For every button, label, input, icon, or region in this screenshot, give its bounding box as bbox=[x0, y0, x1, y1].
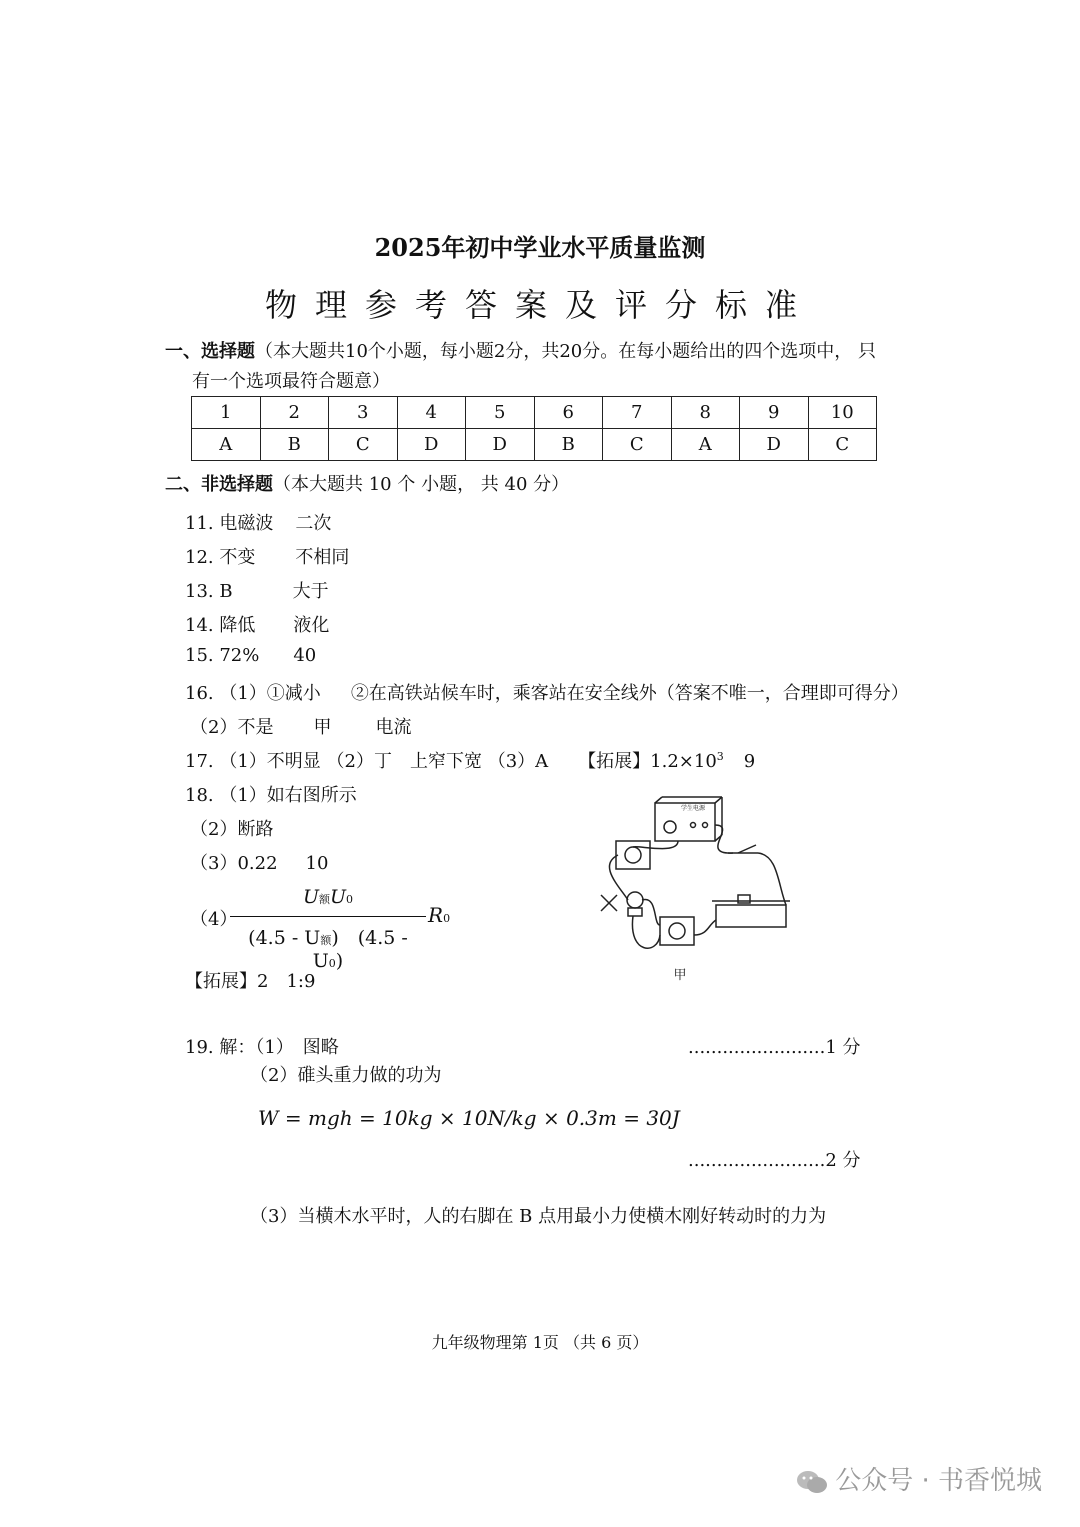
question-number: 6 bbox=[534, 397, 603, 429]
bulb bbox=[627, 892, 643, 908]
answer-cell: C bbox=[808, 429, 877, 461]
answer-19-score1: ........................1 分 bbox=[688, 1037, 861, 1058]
q13-answer: 大于 bbox=[292, 581, 329, 602]
watermark-text: 公众号 · 书香悦城 bbox=[835, 1466, 1042, 1496]
question-number: 10 bbox=[808, 397, 877, 429]
answer-19-score2: ........................2 分 bbox=[688, 1150, 861, 1171]
watermark bbox=[795, 1460, 1042, 1497]
section1-desc2: 有一个选项最符合题意） bbox=[192, 371, 390, 392]
fraction-numerator: U额U0 bbox=[302, 886, 354, 908]
q16-part2-c: 电流 bbox=[375, 717, 412, 738]
section2-desc: （本大题共 10 个 小题， 共 40 分） bbox=[273, 474, 570, 495]
question-number: 7 bbox=[603, 397, 672, 429]
question-number: 5 bbox=[466, 397, 535, 429]
q15-label: 15. 72% bbox=[185, 645, 260, 666]
page-subtitle: 物理参考答案及评分标准 bbox=[264, 286, 815, 324]
q13-label: 13. B bbox=[185, 581, 233, 602]
question-number: 4 bbox=[397, 397, 466, 429]
answer-11 bbox=[185, 509, 331, 535]
answer-cell: D bbox=[740, 429, 809, 461]
answer-12 bbox=[185, 543, 349, 569]
q17-exponent: 3 bbox=[716, 750, 724, 763]
q14-label: 14. 降低 bbox=[185, 615, 256, 636]
section2-heading bbox=[165, 470, 569, 496]
q12-answer: 不相同 bbox=[295, 547, 350, 568]
question-number: 9 bbox=[740, 397, 809, 429]
answer-17 bbox=[185, 747, 755, 773]
q17-parts: 17. （1）不明显 （2）丁 上窄下宽 （3）A bbox=[185, 751, 549, 772]
page-footer: 九年级物理第 1页 （共 6 页） bbox=[431, 1333, 649, 1352]
figure-label: 甲 bbox=[673, 968, 687, 983]
q11-label: 11. 电磁波 bbox=[185, 513, 274, 534]
answer-19-line2: （2）碓头重力做的功为 bbox=[250, 1065, 442, 1086]
q18-part3: （3）0.22 bbox=[190, 853, 278, 874]
answer-cell: B bbox=[260, 429, 329, 461]
answer-18-line1: 18. （1）如右图所示 bbox=[185, 785, 357, 806]
answer-18-extension: 【拓展】2 1:9 bbox=[185, 971, 316, 992]
rheostat bbox=[716, 905, 786, 927]
answer-18-line2: （2）断路 bbox=[190, 819, 274, 840]
voltmeter-left bbox=[616, 841, 650, 869]
question-number: 3 bbox=[329, 397, 398, 429]
answer-13 bbox=[185, 577, 329, 603]
section1-desc: （本大题共10个小题，每小题2分，共20分。在每小题给出的四个选项中， 只 bbox=[255, 341, 876, 362]
section1-title: 一、选择题 bbox=[165, 341, 255, 362]
answer-table bbox=[191, 396, 877, 461]
answer-16-line1 bbox=[185, 679, 909, 705]
q16-part1-extra: ②在高铁站候车时，乘客站在安全线外（答案不唯一，合理即可得分） bbox=[350, 683, 909, 704]
answer-19-line1: 19. 解：（1） 图略 bbox=[185, 1037, 339, 1058]
q16-part2: （2）不是 bbox=[190, 717, 274, 738]
work-formula: W = mgh = 10kg × 10N/kg × 0.3m = 30J bbox=[258, 1106, 680, 1130]
answer-cell: D bbox=[466, 429, 535, 461]
answer-18-line3 bbox=[190, 849, 328, 875]
page-title: 2025年初中学业水平质量监测 bbox=[374, 233, 706, 262]
wechat-icon bbox=[795, 1468, 829, 1496]
power-supply-label: 学生电源 bbox=[680, 805, 706, 812]
section1-heading bbox=[165, 337, 876, 363]
fraction-denominator: (4.5 - U额) (4.5 - U0) bbox=[248, 927, 408, 972]
resistor-symbol: R0 bbox=[428, 903, 451, 927]
q17-extension: 【拓展】1.2×10 bbox=[578, 751, 717, 772]
circuit-diagram bbox=[598, 795, 798, 995]
answer-cell: A bbox=[192, 429, 261, 461]
answer-cell: B bbox=[534, 429, 603, 461]
q11-answer: 二次 bbox=[295, 513, 332, 534]
q14-answer: 液化 bbox=[293, 615, 330, 636]
q17-tail: 9 bbox=[743, 751, 756, 772]
q12-label: 12. 不变 bbox=[185, 547, 256, 568]
answer-15 bbox=[185, 645, 316, 666]
q15-answer: 40 bbox=[293, 645, 317, 666]
answer-cell: C bbox=[329, 429, 398, 461]
q18-part3-b: 10 bbox=[305, 853, 329, 874]
answer-table-answers bbox=[192, 429, 877, 461]
answer-cell: D bbox=[397, 429, 466, 461]
question-number: 2 bbox=[260, 397, 329, 429]
ammeter bbox=[660, 917, 694, 945]
question-number: 8 bbox=[671, 397, 740, 429]
fraction-formula bbox=[230, 886, 426, 972]
answer-19-line4: （3）当横木水平时，人的右脚在 B 点用最小力使横木刚好转动时的力为 bbox=[250, 1206, 827, 1227]
q16-part1: 16. （1）①减小 bbox=[185, 683, 321, 704]
q16-part2-b: 甲 bbox=[313, 717, 332, 738]
question-number: 1 bbox=[192, 397, 261, 429]
answer-table-numbers bbox=[192, 397, 877, 429]
answer-cell: C bbox=[603, 429, 672, 461]
answer-14 bbox=[185, 611, 329, 637]
answer-cell: A bbox=[671, 429, 740, 461]
answer-18-line4: （4） bbox=[190, 909, 238, 930]
section2-title: 二、非选择题 bbox=[165, 474, 273, 495]
answer-16-line2 bbox=[190, 713, 411, 739]
